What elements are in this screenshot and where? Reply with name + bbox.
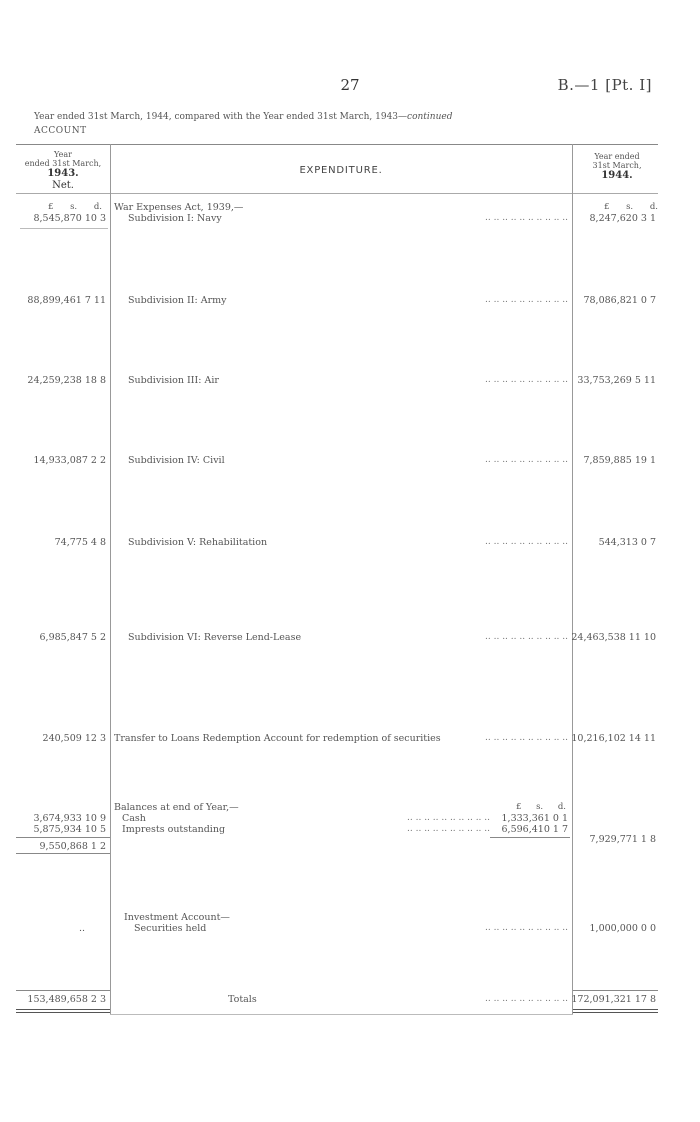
- right-header-year: 1944.: [601, 170, 633, 182]
- rehabilitation-label: Subdivision V: Rehabilitation: [128, 537, 268, 548]
- mid-unit-markers: [492, 802, 566, 812]
- right-column-header: [572, 152, 662, 182]
- rehabilitation-1944-amount: 544,313 0 7: [598, 537, 656, 548]
- unit-shilling-left: s.: [70, 202, 78, 212]
- navy-underline: [20, 228, 108, 229]
- reverse-lend-lease-leader-dots: .. .. .. .. .. .. .. .. .. ..: [485, 632, 568, 642]
- page-number: 27: [340, 76, 360, 94]
- rehabilitation-1943-amount: 74,775 4 8: [54, 537, 106, 548]
- table-top-rule: [16, 144, 658, 145]
- totals-leader-dots: .. .. .. .. .. .. .. .. .. ..: [485, 994, 568, 1004]
- cash-leader-dots: .. .. .. .. .. .. .. .. .. ..: [407, 813, 490, 823]
- investment-heading: Investment Account—: [124, 912, 230, 923]
- army-1944-amount: 78,086,821 0 7: [583, 295, 656, 306]
- rehabilitation-leader-dots: .. .. .. .. .. .. .. .. .. ..: [485, 537, 568, 547]
- air-label: Subdivision III: Air: [128, 375, 219, 386]
- expenditure-heading: EXPENDITURE.: [299, 165, 383, 176]
- balances-total-rule: [16, 853, 110, 854]
- war-expenses-heading: War Expenses Act, 1939,—: [114, 202, 244, 213]
- unit-pence-left: d.: [93, 202, 102, 212]
- totals-double-rule-left: [16, 1012, 110, 1013]
- securities-held-label: Securities held: [134, 923, 207, 934]
- cash-1944-amount: 1,333,361 0 1: [501, 813, 568, 824]
- totals-bottom-rule-left: [16, 1009, 110, 1010]
- air-1943-amount: 24,259,238 18 8: [27, 375, 106, 386]
- left-header-note: Net.: [52, 179, 74, 191]
- balances-heading: Balances at end of Year,—: [114, 802, 239, 813]
- navy-label: Subdivision I: Navy: [128, 213, 222, 224]
- unit-pound-right: £: [603, 202, 610, 212]
- loans-redemption-leader-dots: .. .. .. .. .. .. .. .. .. ..: [485, 733, 568, 743]
- reverse-lend-lease-1943-amount: 6,985,847 5 2: [39, 632, 106, 643]
- navy-leader-dots: .. .. .. .. .. .. .. .. .. ..: [485, 213, 568, 223]
- reverse-lend-lease-1944-amount: 24,463,538 11 10: [571, 632, 656, 643]
- header-bottom-rule: [16, 193, 658, 194]
- civil-1943-amount: 14,933,087 2 2: [33, 455, 106, 466]
- totals-top-rule-left: [16, 990, 110, 991]
- left-header-line1: Year: [54, 150, 72, 159]
- army-leader-dots: .. .. .. .. .. .. .. .. .. ..: [485, 295, 568, 305]
- totals-label: Totals: [228, 994, 257, 1005]
- unit-pence-right: d.: [649, 202, 658, 212]
- investment-1943-amount: ..: [78, 923, 86, 934]
- totals-1943-amount: 153,489,658 2 3: [27, 994, 106, 1005]
- civil-leader-dots: .. .. .. .. .. .. .. .. .. ..: [485, 455, 568, 465]
- unit-shilling-right: s.: [626, 202, 634, 212]
- balances-1944-amount: 7,929,771 1 8: [589, 834, 656, 845]
- civil-1944-amount: 7,859,885 19 1: [583, 455, 656, 466]
- right-unit-markers: [588, 202, 658, 212]
- unit-pound-left: £: [47, 202, 54, 212]
- left-unit-markers: [30, 202, 102, 212]
- left-header-line2: ended 31st March,: [24, 159, 102, 169]
- totals-1944-amount: 172,091,321 17 8: [571, 994, 656, 1005]
- totals-top-rule-right: [573, 990, 658, 991]
- loans-redemption-1944-amount: 10,216,102 14 11: [571, 733, 656, 744]
- reverse-lend-lease-label: Subdivision VI: Reverse Lend-Lease: [128, 632, 302, 643]
- investment-leader-dots: .. .. .. .. .. .. .. .. .. ..: [485, 923, 568, 933]
- table-bottom-rule: [110, 1014, 573, 1015]
- balances-subtotal-rule: [16, 837, 110, 838]
- balances-1943-total: 9,550,868 1 2: [39, 841, 106, 852]
- left-column-header: [16, 150, 110, 191]
- imprest-leader-dots: .. .. .. .. .. .. .. .. .. ..: [407, 824, 490, 834]
- subtitle-suffix: continued: [407, 112, 453, 122]
- totals-double-rule-right: [573, 1012, 658, 1013]
- unit-shilling-mid: s.: [536, 802, 544, 812]
- account-label: ACCOUNT: [34, 126, 87, 136]
- air-1944-amount: 33,753,269 5 11: [577, 375, 656, 386]
- unit-pence-mid: d.: [557, 802, 566, 812]
- air-leader-dots: .. .. .. .. .. .. .. .. .. ..: [485, 375, 568, 385]
- unit-pound-mid: £: [515, 802, 522, 812]
- loans-redemption-1943-amount: 240,509 12 3: [42, 733, 106, 744]
- right-header-line1: Year ended: [594, 152, 640, 161]
- navy-1944-amount: 8,247,620 3 1: [589, 213, 656, 224]
- imprest-1944-amount: 6,596,410 1 7: [501, 824, 568, 835]
- totals-bottom-rule-right: [573, 1009, 658, 1010]
- subtitle-prefix: Year ended 31st March, 1944, compared with the Year ended 31st March, 1943—: [34, 112, 408, 122]
- cash-1943-amount: 3,674,933 10 9: [33, 813, 106, 824]
- army-1943-amount: 88,899,461 7 11: [27, 295, 106, 306]
- imprest-1943-amount: 5,875,934 10 5: [33, 824, 106, 835]
- left-column-divider: [110, 144, 111, 1014]
- loans-redemption-label: Transfer to Loans Redemption Account for redemption of securities: [114, 733, 441, 744]
- document-code: B.—1 [Pt. I]: [557, 76, 652, 94]
- imprest-label: Imprests outstanding: [122, 824, 226, 835]
- right-header-line2: 31st March,: [592, 161, 642, 171]
- investment-1944-amount: 1,000,000 0 0: [589, 923, 656, 934]
- page-subtitle: [34, 112, 452, 122]
- cash-label: Cash: [122, 813, 146, 824]
- left-header-year: 1943.: [47, 168, 79, 180]
- right-column-divider: [572, 144, 573, 1014]
- civil-label: Subdivision IV: Civil: [128, 455, 225, 466]
- navy-1943-amount: 8,545,870 10 3: [33, 213, 106, 224]
- army-label: Subdivision II: Army: [128, 295, 227, 306]
